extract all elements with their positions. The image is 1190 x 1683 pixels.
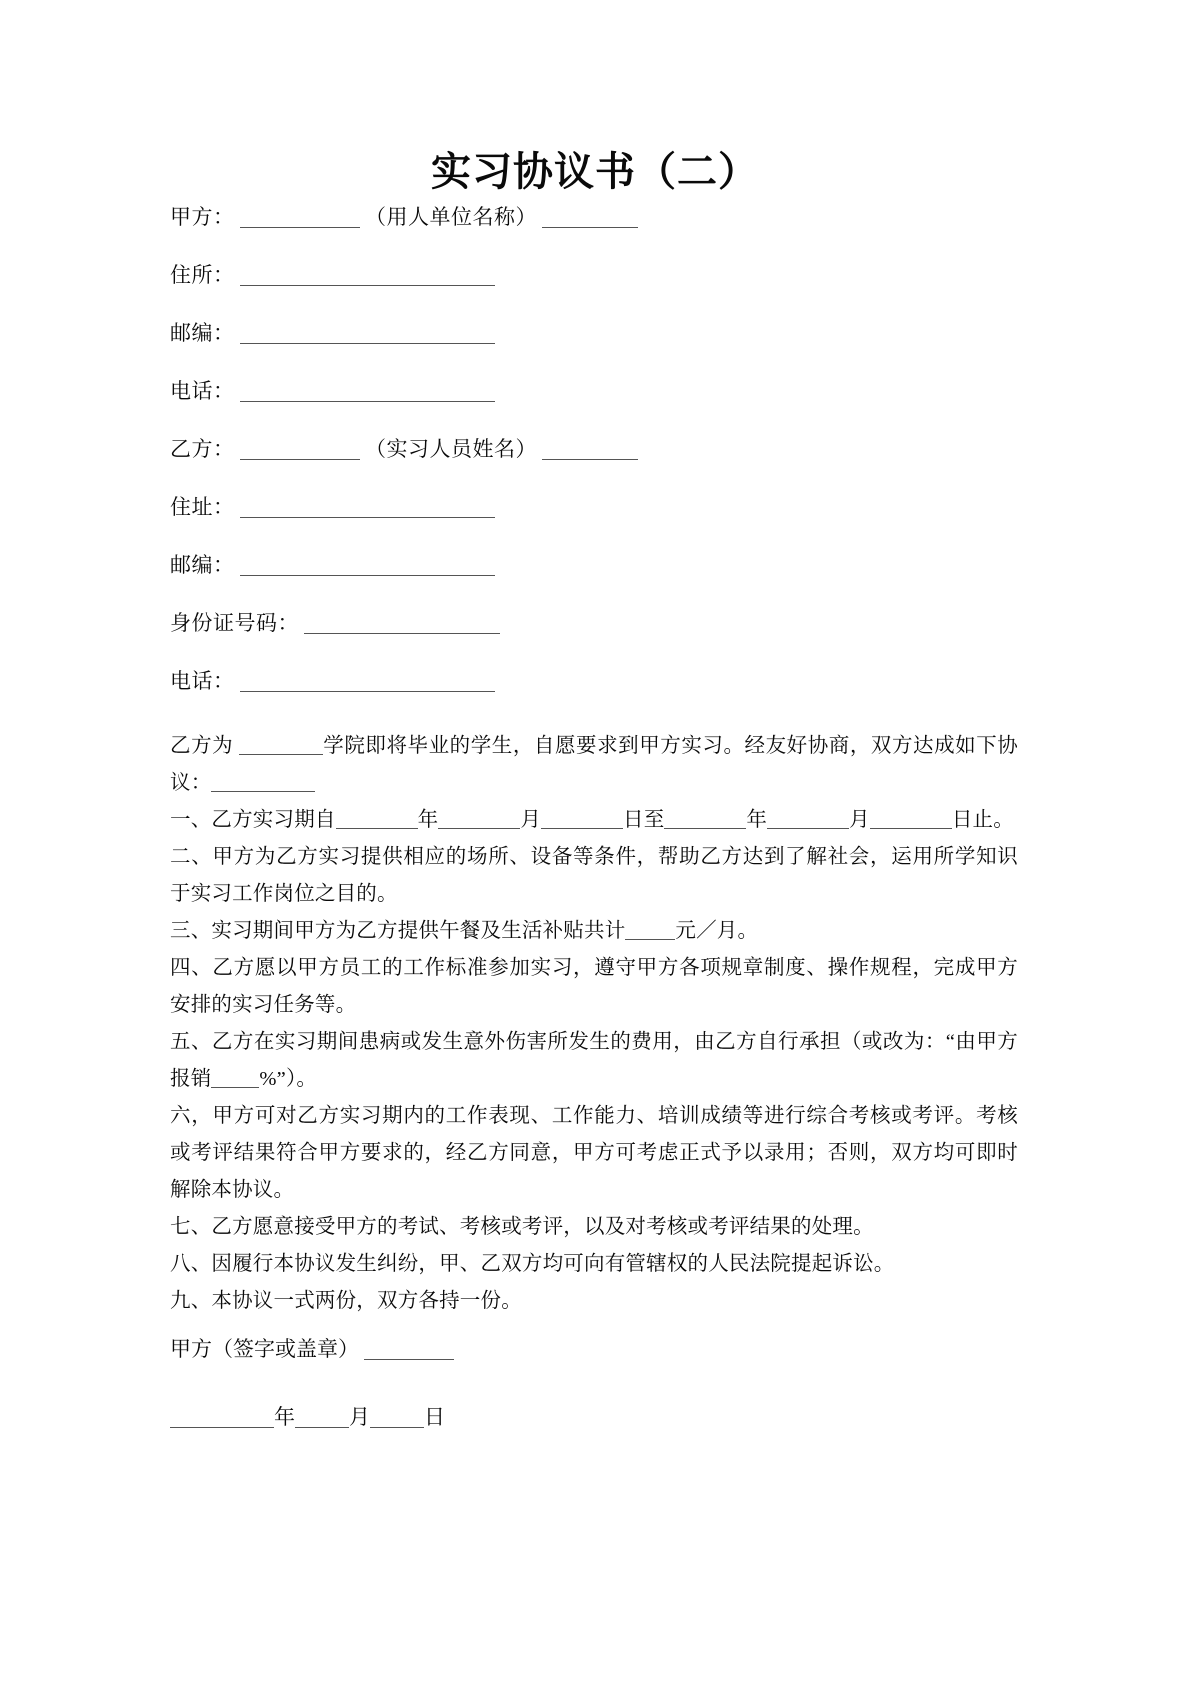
field-input-blank[interactable] [240, 555, 495, 576]
clause-1-text-b: 年 [417, 809, 439, 831]
field-input-blank-secondary[interactable] [542, 207, 638, 228]
clause-8: 八、因履行本协议发生纠纷，甲、乙双方均可向有管辖权的人民法院提起诉讼。 [170, 1253, 895, 1275]
field-row-party-b-postcode [170, 551, 1030, 609]
preamble-school-blank[interactable] [239, 736, 323, 755]
preamble-paragraph [170, 728, 1018, 802]
field-label: 身份证号码： [170, 611, 299, 635]
field-label: 电话： [170, 669, 235, 693]
field-label: 邮编： [170, 321, 235, 345]
clause-5-text-a: 五、乙方在实习期间患病或发生意外伤害所发生的费用，由乙方自行承担（或改为：“由甲方报销 [170, 1031, 1018, 1090]
preamble-trailing-blank[interactable] [211, 773, 315, 792]
signature-label-party-a: 甲方（签字或盖章） [170, 1337, 359, 1361]
field-input-blank-secondary[interactable] [542, 439, 638, 460]
field-row-party-b-phone [170, 667, 1030, 725]
party-fields-block [170, 203, 1030, 725]
field-label: 电话： [170, 379, 235, 403]
clause-3-text-a: 三、实习期间甲方为乙方提供午餐及生活补贴共计 [170, 920, 626, 942]
field-label: 邮编： [170, 553, 235, 577]
clause-4: 四、乙方愿以甲方员工的工作标准参加实习，遵守甲方各项规章制度、操作规程，完成甲方安排的实习任务等。 [170, 957, 1018, 1016]
signature-blank-year[interactable] [170, 1407, 274, 1428]
clause-1-blank-year-start[interactable] [336, 810, 418, 829]
signature-blank-month[interactable] [295, 1407, 349, 1428]
clause-1-text-f: 月 [849, 809, 870, 831]
field-label: 住所： [170, 263, 235, 287]
clause-9: 九、本协议一式两份，双方各持一份。 [170, 1290, 522, 1312]
field-row-party-b-address [170, 493, 1030, 551]
field-row-party-a-name [170, 203, 1030, 261]
preamble-part1: 乙方为 [170, 735, 234, 757]
field-row-party-a-address [170, 261, 1030, 319]
clause-1-text-g: 日止。 [951, 809, 1014, 831]
field-input-blank[interactable] [240, 671, 495, 692]
preamble-part2: 学院即将毕业的学生，自愿要求到甲方实习。经友好协商，双方达成如下协议： [170, 735, 1019, 794]
field-row-party-a-phone [170, 377, 1030, 435]
field-row-party-b-name [170, 435, 1030, 493]
signature-row-party-a [170, 1334, 870, 1402]
clause-1-text-d: 日至 [623, 809, 665, 831]
clause-1-text-c: 月 [520, 809, 542, 831]
agreement-body [170, 728, 1018, 1320]
field-input-blank[interactable] [240, 381, 495, 402]
clause-2: 二、甲方为乙方实习提供相应的场所、设备等条件，帮助乙方达到了解社会，运用所学知识于实习工作岗位之目的。 [170, 846, 1018, 905]
field-input-blank[interactable] [240, 323, 495, 344]
clause-3-text-b: 元／月。 [675, 920, 759, 942]
field-input-blank[interactable] [240, 497, 495, 518]
signature-blank-party-a[interactable] [364, 1339, 454, 1360]
clause-5-blank-percent[interactable] [211, 1069, 259, 1088]
clause-1-blank-month-start[interactable] [438, 810, 520, 829]
clause-1-text-e: 年 [746, 809, 768, 831]
field-row-party-a-postcode [170, 319, 1030, 377]
clause-5 [170, 1024, 1018, 1098]
clause-7: 七、乙方愿意接受甲方的考试、考核或考评，以及对考核或考评结果的处理。 [170, 1216, 874, 1238]
field-input-blank[interactable] [240, 207, 360, 228]
clause-1-blank-year-end[interactable] [664, 810, 746, 829]
field-label: 住址： [170, 495, 235, 519]
clause-1-text-a: 一、乙方实习期自 [170, 809, 336, 831]
field-input-blank[interactable] [240, 439, 360, 460]
page-title: 实习协议书（二） [431, 149, 759, 194]
clause-6: 六，甲方可对乙方实习期内的工作表现、工作能力、培训成绩等进行综合考核或考评。考核或考评结果符合甲方要求的，经乙方同意，甲方可考虑正式予以录用；否则，双方均可即时解除本协议。 [170, 1105, 1018, 1201]
clause-3-blank-amount[interactable] [625, 921, 675, 940]
signature-label-year: 年 [274, 1405, 295, 1429]
clause-1-blank-month-end[interactable] [767, 810, 849, 829]
field-note: （实习人员姓名） [365, 437, 537, 461]
signature-row-date [170, 1402, 870, 1470]
signature-block [170, 1334, 870, 1470]
signature-label-day: 日 [424, 1405, 445, 1429]
signature-label-month: 月 [349, 1405, 370, 1429]
field-input-blank[interactable] [240, 265, 495, 286]
clause-1-blank-day-start[interactable] [541, 810, 623, 829]
field-input-blank[interactable] [304, 613, 500, 634]
clause-1 [170, 802, 1018, 839]
field-label: 甲方： [170, 205, 235, 229]
field-row-party-b-idcard [170, 609, 1030, 667]
signature-blank-day[interactable] [370, 1407, 424, 1428]
clause-3 [170, 913, 1018, 950]
field-note: （用人单位名称） [365, 205, 537, 229]
field-label: 乙方： [170, 437, 235, 461]
clause-5-text-b: %”）。 [259, 1068, 318, 1090]
clause-1-blank-day-end[interactable] [870, 810, 952, 829]
